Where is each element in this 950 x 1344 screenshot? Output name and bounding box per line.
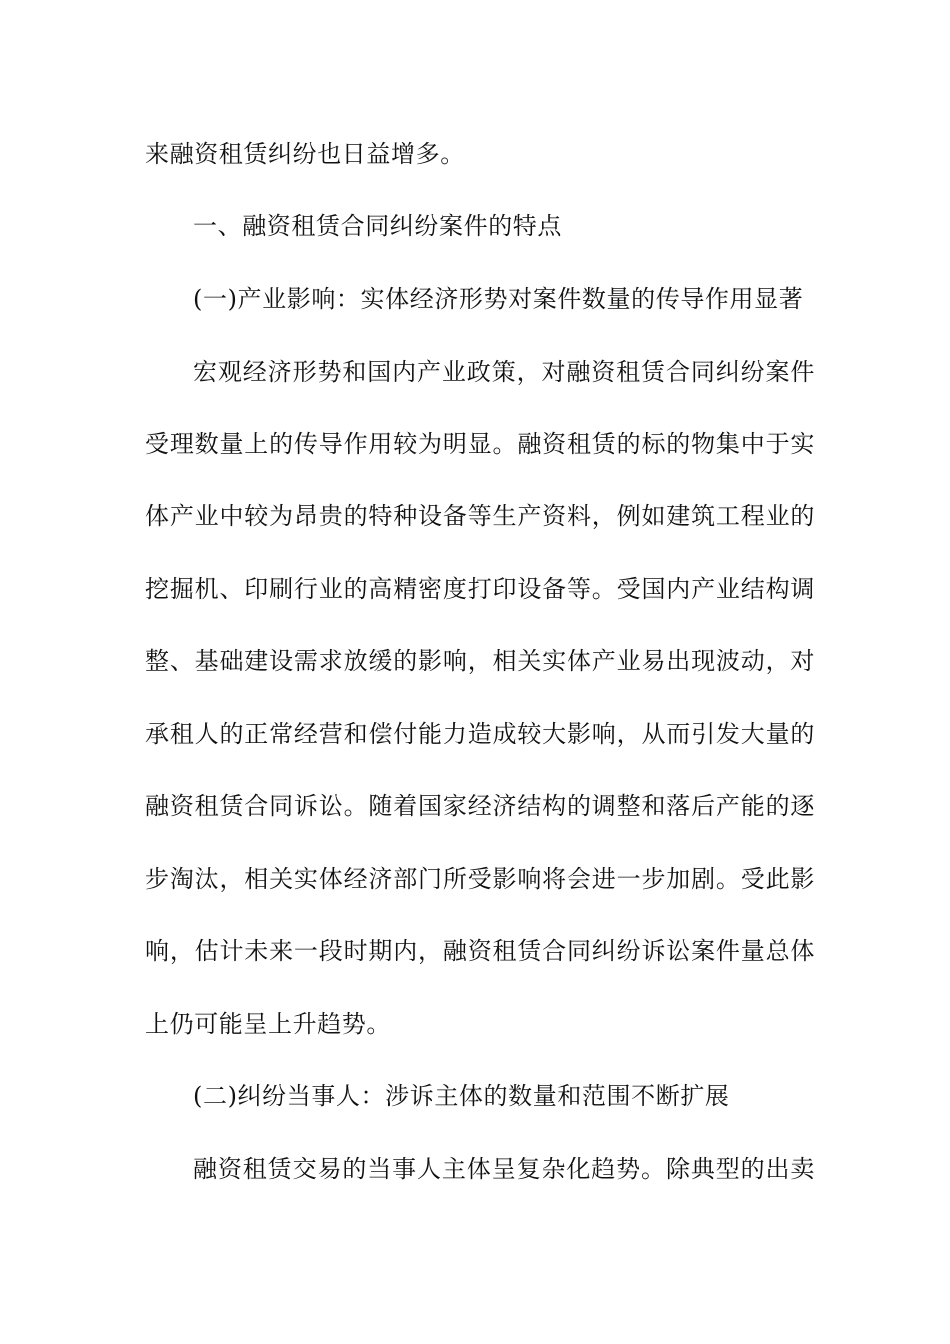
paragraph-line: 宏观经济形势和国内产业政策，对融资租赁合同纠纷案件 <box>193 358 815 386</box>
paragraph-line: 受理数量上的传导作用较为明显。融资租赁的标的物集中于实 <box>145 430 815 458</box>
section-heading: 一、融资租赁合同纠纷案件的特点 <box>193 212 562 240</box>
paragraph-line: 体产业中较为昂贵的特种设备等生产资料，例如建筑工程业的 <box>145 502 815 530</box>
paragraph-line: 融资租赁合同诉讼。随着国家经济结构的调整和落后产能的逐 <box>145 792 815 820</box>
paragraph-line: 承租人的正常经营和偿付能力造成较大影响，从而引发大量的 <box>145 720 815 748</box>
paragraph-line: 步淘汰，相关实体经济部门所受影响将会进一步加剧。受此影 <box>145 865 815 893</box>
paragraph-line: 上仍可能呈上升趋势。 <box>145 1010 391 1038</box>
subsection-heading-2: (二)纠纷当事人：涉诉主体的数量和范围不断扩展 <box>193 1082 730 1110</box>
paragraph-continuation-line: 来融资租赁纠纷也日益增多。 <box>145 140 465 168</box>
subsection-heading-1: (一)产业影响：实体经济形势对案件数量的传导作用显著 <box>193 285 804 313</box>
paragraph-line: 响，估计未来一段时期内，融资租赁合同纠纷诉讼案件量总体 <box>145 937 815 965</box>
paragraph-line: 整、基础建设需求放缓的影响，相关实体产业易出现波动，对 <box>145 647 815 675</box>
paragraph-line: 融资租赁交易的当事人主体呈复杂化趋势。除典型的出卖 <box>193 1155 815 1183</box>
paragraph-line: 挖掘机、印刷行业的高精密度打印设备等。受国内产业结构调 <box>145 575 815 603</box>
